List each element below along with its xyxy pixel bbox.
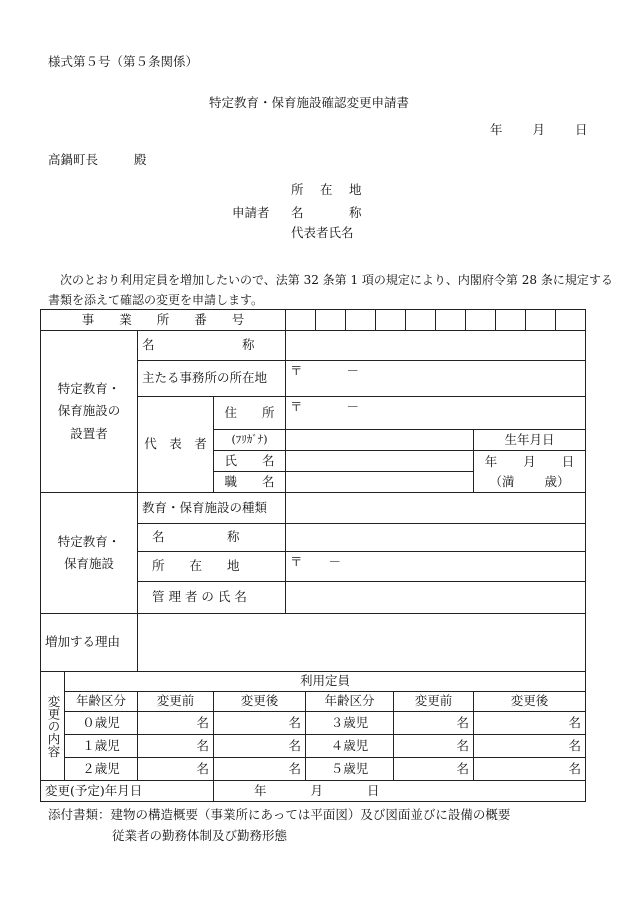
facility-type-row [41, 493, 586, 524]
unit-label: 名 [456, 714, 470, 730]
facility-type-field[interactable] [286, 493, 586, 524]
age-group-cell: ２歳児 [65, 758, 138, 781]
change-date-label: 変更(予定)年月日 [41, 781, 214, 802]
age-line [478, 472, 581, 492]
postal-mark: 〒 [290, 363, 303, 378]
operator-line-3: 設置者 [70, 425, 108, 441]
after-cell[interactable] [474, 712, 586, 735]
date-day: 日 [574, 122, 588, 137]
after-cell[interactable] [214, 758, 306, 781]
unit-label: 名 [568, 737, 582, 753]
postal-mark: 〒 [290, 554, 303, 569]
unit-label: 名 [288, 714, 302, 730]
main-office-field[interactable] [286, 361, 586, 397]
change-date-month: 月 [310, 782, 323, 798]
intro-line-2: 書類を添えて確認の変更を申請します。 [48, 293, 264, 307]
business-number-field[interactable] [286, 310, 586, 331]
birthdate-label: 生年月日 [474, 430, 586, 451]
form-title: 特定教育・保育施設確認変更申請書 [209, 95, 410, 110]
increase-reason-label: 増加する理由 [41, 614, 138, 672]
age-group-cell: ３歳児 [306, 712, 394, 735]
change-content-label: 変更の内容 [41, 672, 65, 781]
rep-name-field[interactable] [286, 451, 474, 472]
rep-address-field[interactable] [286, 397, 586, 430]
operator-line-1: 特定教育・ [57, 380, 121, 396]
facility-type-label: 教育・保育施設の種類 [138, 493, 286, 524]
addressee-name: 高鍋町長 [48, 152, 99, 167]
unit-label: 名 [196, 714, 209, 730]
before-cell[interactable] [138, 712, 214, 735]
unit-label: 名 [456, 760, 470, 776]
applicant-address-label: 所 在 地 [291, 182, 364, 197]
addressee [48, 150, 147, 168]
postal-dash: － [328, 554, 342, 569]
capacity-columns-row [41, 692, 586, 712]
age-group-cell: ４歳児 [306, 735, 394, 758]
unit-label: 名 [568, 760, 582, 776]
unit-label: 名 [568, 714, 582, 730]
unit-label: 名 [288, 760, 302, 776]
position-field[interactable] [286, 472, 474, 493]
age-group-cell: ０歳児 [65, 712, 138, 735]
age-group-header-left: 年齢区分 [65, 692, 138, 712]
before-cell[interactable] [138, 758, 214, 781]
after-cell[interactable] [214, 735, 306, 758]
intro-line-1: 次のとおり利用定員を増加したいので、法第 32 条第 1 項の規定により、内閣府令第 28 条に規定する [60, 273, 613, 287]
age-group-header-right: 年齢区分 [306, 692, 394, 712]
date-line [490, 120, 587, 138]
date-month: 月 [532, 122, 545, 137]
application-form-table [40, 309, 586, 802]
change-date-row [41, 781, 586, 802]
before-header-right: 変更前 [394, 692, 474, 712]
representative-label: 代 表 者 [138, 397, 214, 493]
applicant-name-label: 名 称 [291, 205, 364, 220]
addressee-honorific: 殿 [133, 152, 147, 167]
capacity-header-row [41, 672, 586, 692]
facility-location-field[interactable] [286, 552, 586, 582]
facility-line-2: 保育施設 [63, 556, 114, 571]
rep-name-label: 氏 名 [214, 451, 286, 472]
business-number-row [41, 310, 586, 331]
capacity-label: 利用定員 [65, 672, 586, 692]
unit-label: 名 [196, 737, 209, 753]
postal-dash: － [346, 399, 360, 414]
capacity-row [41, 758, 586, 781]
after-header-right: 変更後 [474, 692, 586, 712]
birth-month: 月 [523, 453, 536, 469]
facility-name-field[interactable] [286, 524, 586, 552]
date-year: 年 [490, 122, 503, 137]
furigana-field[interactable] [286, 430, 474, 451]
position-label: 職 名 [214, 472, 286, 493]
main-office-label: 主たる事務所の所在地 [138, 361, 286, 397]
form-number: 様式第５号（第５条関係） [48, 54, 199, 69]
increase-reason-field[interactable] [138, 614, 586, 672]
operator-name-label: 名 称 [138, 331, 286, 361]
capacity-row [41, 712, 586, 735]
attachments-line-2: 従業者の勤務体制及び勤務形態 [112, 828, 288, 843]
facility-name-label: 名 称 [138, 524, 286, 552]
manager-name-label: 管 理 者 の 氏 名 [138, 582, 286, 614]
before-cell[interactable] [394, 758, 474, 781]
operator-name-row [41, 331, 586, 361]
postal-mark: 〒 [290, 399, 303, 414]
unit-label: 名 [288, 737, 302, 753]
rep-address-label: 住 所 [214, 397, 286, 430]
unit-label: 名 [196, 760, 209, 776]
increase-reason-row [41, 614, 586, 672]
after-cell[interactable] [474, 758, 586, 781]
change-date-day: 日 [366, 782, 380, 798]
facility-location-label: 所 在 地 [138, 552, 286, 582]
facility-line-1: 特定教育・ [57, 533, 121, 549]
manager-name-field[interactable] [286, 582, 586, 614]
before-header-left: 変更前 [138, 692, 214, 712]
applicant-prefix: 申請者 [232, 205, 270, 220]
age-close: 歳） [544, 473, 570, 489]
furigana-label: (ﾌﾘｶﾞﾅ) [214, 430, 286, 451]
before-cell[interactable] [138, 735, 214, 758]
capacity-row [41, 735, 586, 758]
before-cell[interactable] [394, 712, 474, 735]
age-group-cell: １歳児 [65, 735, 138, 758]
age-group-cell: ５歳児 [306, 758, 394, 781]
birth-year: 年 [484, 453, 498, 469]
change-date-field[interactable] [214, 781, 586, 802]
age-open: （満 [489, 473, 515, 489]
operator-name-field[interactable] [286, 331, 586, 361]
attachments-line-1: 添付書類：建物の構造概要（事業所にあっては平面図）及び図面並びに設備の概要 [48, 807, 511, 822]
after-header-left: 変更後 [214, 692, 306, 712]
unit-label: 名 [456, 737, 470, 753]
after-cell[interactable] [214, 712, 306, 735]
change-date-year: 年 [254, 782, 267, 798]
business-number-label: 事 業 所 番 号 [41, 310, 286, 331]
facility-section-label [41, 493, 138, 614]
birthdate-ymd [478, 452, 581, 472]
after-cell[interactable] [474, 735, 586, 758]
operator-section-label [41, 331, 138, 493]
applicant-rep-label: 代表者氏名 [291, 225, 354, 240]
birth-day: 日 [561, 453, 575, 469]
postal-dash: － [346, 363, 360, 378]
before-cell[interactable] [394, 735, 474, 758]
birthdate-field[interactable] [474, 451, 586, 493]
operator-line-2: 保育施設の [57, 403, 121, 419]
